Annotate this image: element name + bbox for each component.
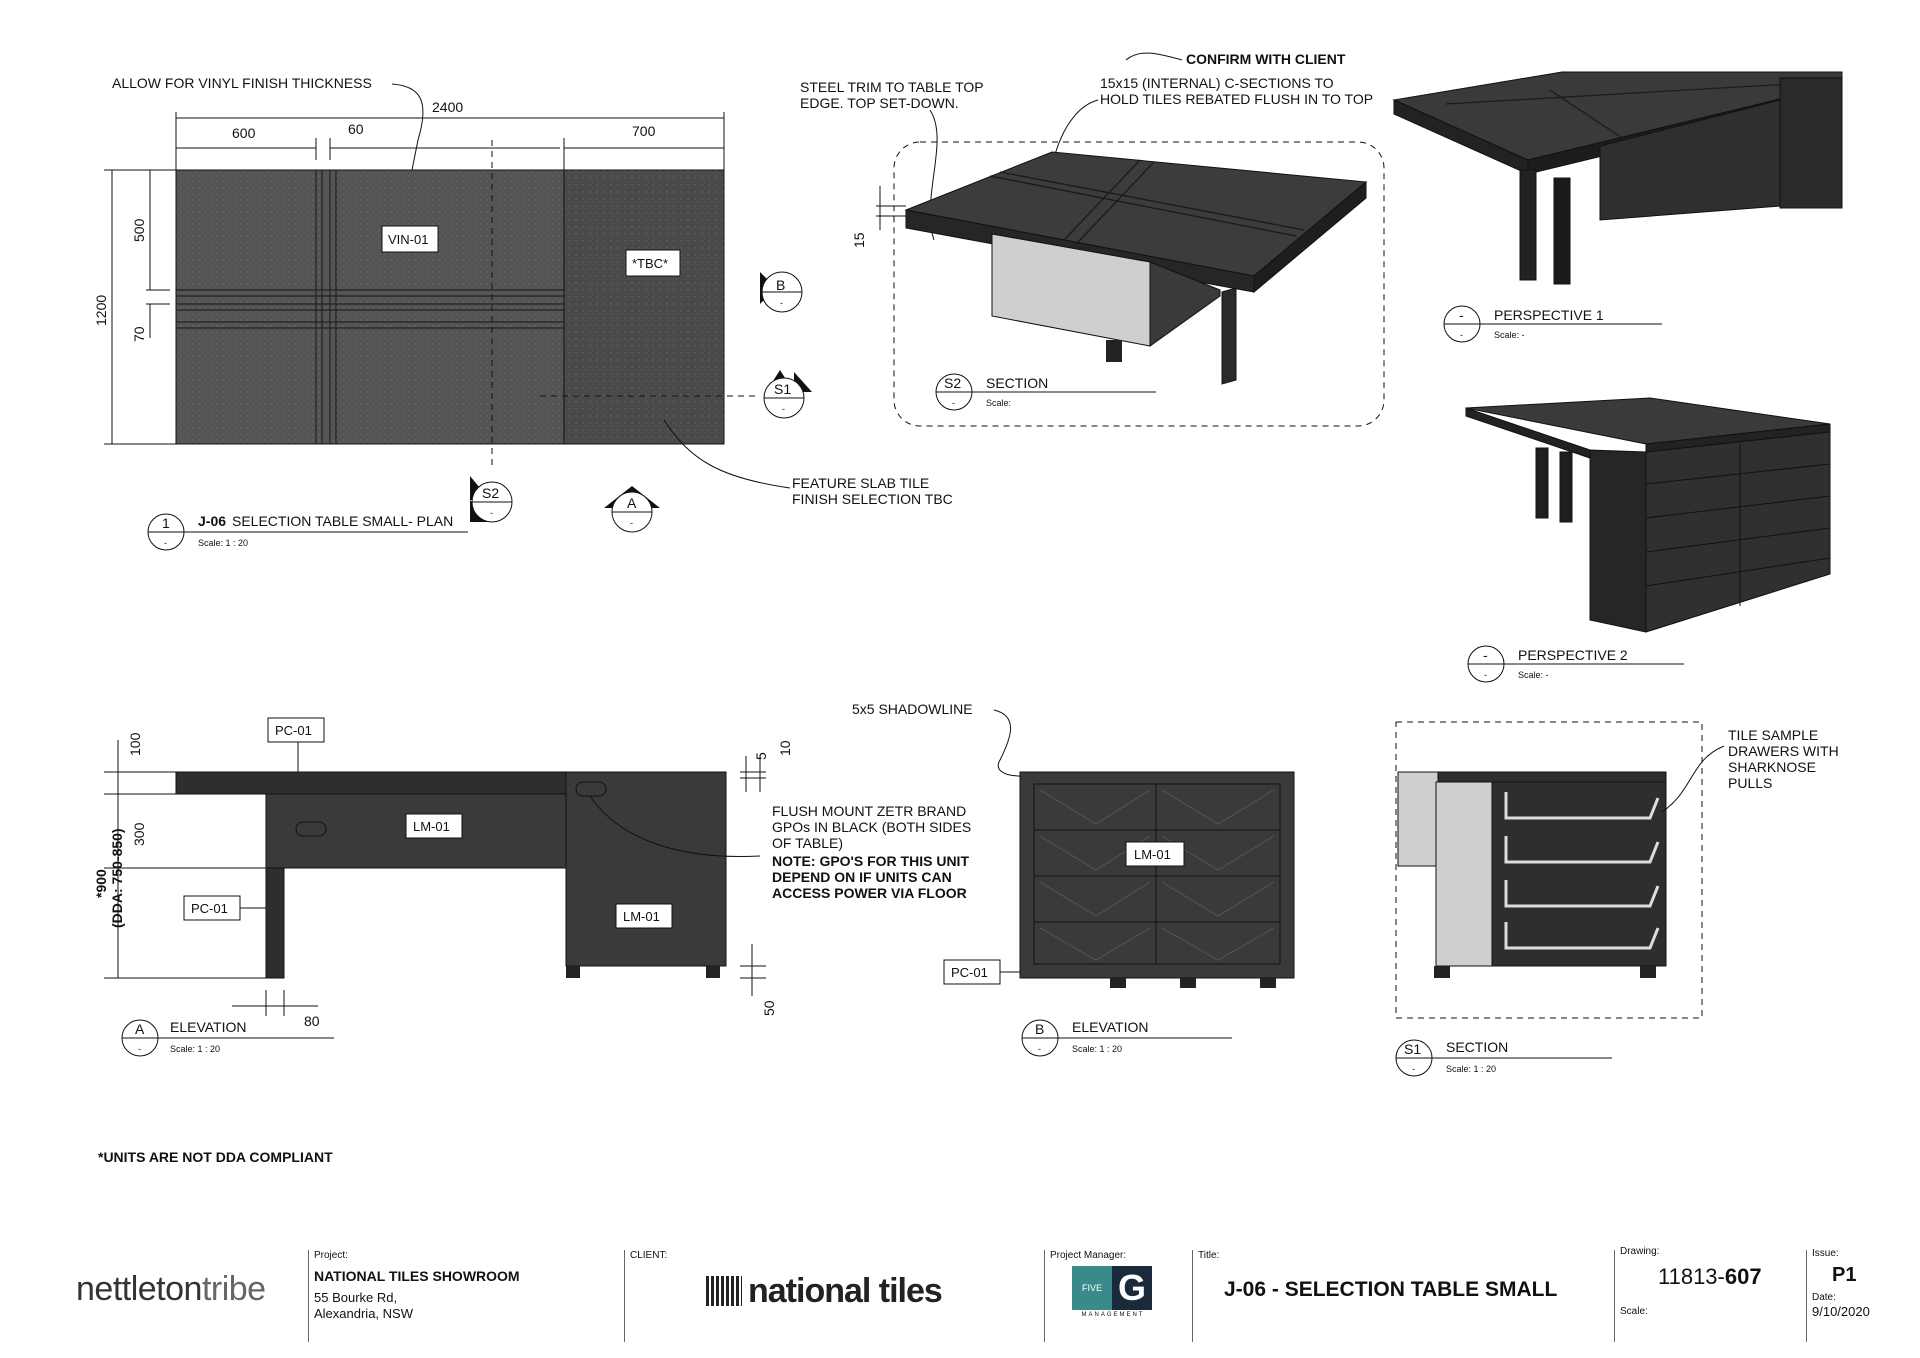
section-s2 (800, 51, 1384, 426)
svg-text:-: - (780, 298, 783, 308)
shadowline-note: 5x5 SHADOWLINE (852, 701, 973, 717)
drawing-title: J-06 - SELECTION TABLE SMALL (1224, 1278, 1558, 1301)
marker-b (760, 272, 802, 312)
svg-text:-: - (1412, 1064, 1415, 1074)
c-note-2: HOLD TILES REBATED FLUSH IN TO TOP (1100, 91, 1374, 107)
dim-60: 60 (348, 121, 364, 137)
svg-text:A: A (627, 495, 637, 511)
architect-logo: nettletontribe (76, 1270, 266, 1308)
svg-text:S2: S2 (482, 485, 500, 501)
scale-caption: Scale: (1620, 1306, 1648, 1317)
marker-s2 (470, 476, 512, 522)
plan-view (93, 75, 953, 550)
address-line-1: 55 Bourke Rd, (314, 1290, 398, 1305)
perspective-2-label (1468, 646, 1684, 682)
dim-500: 500 (131, 218, 147, 242)
client-caption: CLIENT: (630, 1250, 668, 1261)
perspective-2 (1466, 398, 1830, 682)
svg-text:Scale: -: Scale: - (1494, 330, 1525, 340)
s1-note-4: PULLS (1728, 775, 1773, 791)
svg-text:SECTION: SECTION (1446, 1039, 1509, 1055)
s2-view-label (936, 374, 1156, 410)
dim-2400: 2400 (432, 99, 464, 115)
svg-text:-: - (164, 538, 167, 548)
dim-15: 15 (851, 232, 867, 248)
allow-note: ALLOW FOR VINYL FINISH THICKNESS (112, 75, 372, 91)
pm-caption: Project Manager: (1050, 1250, 1127, 1261)
svg-text:Scale: -: Scale: - (1518, 670, 1549, 680)
issue-value: P1 (1832, 1264, 1857, 1286)
lm-tag-2: LM-01 (623, 909, 660, 924)
svg-text:S1: S1 (774, 381, 792, 397)
date-caption: Date: (1812, 1292, 1836, 1303)
elev-a-cabinet (566, 772, 726, 966)
drawing-caption: Drawing: (1620, 1246, 1660, 1257)
pm-logo: FIVE G MANAGEMENT (1072, 1266, 1154, 1320)
vinyl-top (176, 170, 564, 444)
s1-note-1: TILE SAMPLE (1728, 727, 1819, 743)
marker-a (604, 486, 660, 532)
dim-70: 70 (131, 326, 147, 342)
elev-a-leg (266, 868, 284, 978)
svg-text:-: - (952, 398, 955, 408)
confirm-note: CONFIRM WITH CLIENT (1186, 51, 1346, 67)
section-s1 (1396, 722, 1839, 1076)
s1-note-2: DRAWERS WITH (1728, 743, 1839, 759)
vinyl-tag: VIN-01 (388, 232, 429, 247)
dim-100: 100 (127, 732, 143, 756)
date-value: 9/10/2020 (1812, 1304, 1870, 1319)
elevation-b-label (1022, 1019, 1232, 1056)
elevation-a-label (122, 1019, 334, 1056)
feature-note-2: FINISH SELECTION TBC (792, 491, 953, 507)
svg-text:ELEVATION: ELEVATION (1072, 1019, 1149, 1035)
svg-text:PERSPECTIVE 1: PERSPECTIVE 1 (1494, 307, 1604, 323)
pc-tag-b: PC-01 (951, 965, 988, 980)
svg-text:-: - (1460, 330, 1463, 340)
gpo-note-4: NOTE: GPO'S FOR THIS UNIT (772, 853, 969, 869)
dda-note: *UNITS ARE NOT DDA COMPLIANT (98, 1149, 333, 1165)
confirm-leader (1126, 53, 1182, 60)
svg-text:Scale: 1 : 20: Scale: 1 : 20 (1446, 1064, 1497, 1074)
client-logo-icon (706, 1276, 742, 1306)
pc-tag-left: PC-01 (191, 901, 228, 916)
dim-300: 300 (131, 822, 147, 846)
svg-text:-: - (490, 508, 493, 518)
svg-text:-: - (1484, 670, 1487, 680)
svg-text:Scale: 1 : 20: Scale: 1 : 20 (170, 1044, 221, 1054)
s1-note-3: SHARKNOSE (1728, 759, 1816, 775)
dim-900-dda: (DDA: 750-850) (109, 828, 125, 928)
s2-leg (1222, 288, 1236, 384)
svg-text:-: - (138, 1044, 141, 1054)
dim-80: 80 (304, 1013, 320, 1029)
svg-text:B: B (776, 277, 786, 293)
drawing-number: 11813-607 (1658, 1264, 1762, 1289)
gpo-note-3: OF TABLE) (772, 835, 844, 851)
trim-note-1: STEEL TRIM TO TABLE TOP (800, 79, 984, 95)
svg-text:SELECTION TABLE SMALL- PLAN: SELECTION TABLE SMALL- PLAN (232, 513, 454, 529)
client-logo: national tiles (706, 1272, 942, 1311)
address-line-2: Alexandria, NSW (314, 1306, 413, 1321)
gpo-note-1: FLUSH MOUNT ZETR BRAND (772, 803, 967, 819)
svg-text:SECTION: SECTION (986, 375, 1049, 391)
trim-note-2: EDGE. TOP SET-DOWN. (800, 95, 959, 111)
dim-10: 10 (777, 740, 793, 756)
title-block (0, 1236, 1920, 1358)
svg-text:J-06: J-06 (198, 513, 227, 529)
dim-600: 600 (232, 125, 256, 141)
dim-700: 700 (632, 123, 656, 139)
svg-text:A: A (135, 1021, 145, 1037)
lm-tag-1: LM-01 (413, 819, 450, 834)
tbc-tag: *TBC* (632, 256, 669, 271)
svg-text:S2: S2 (944, 375, 962, 391)
issue-caption: Issue: (1812, 1248, 1839, 1259)
svg-text:PERSPECTIVE 2: PERSPECTIVE 2 (1518, 647, 1628, 663)
dim-900: *900 (93, 869, 109, 898)
marker-s1 (764, 370, 812, 418)
allow-leader (392, 84, 423, 170)
section-s1-label (1396, 1039, 1612, 1076)
elevation-a (93, 718, 971, 1056)
svg-text:S1: S1 (1404, 1041, 1422, 1057)
svg-text:-: - (1038, 1044, 1041, 1054)
lm-tag-b: LM-01 (1134, 847, 1171, 862)
s1-drawer-box (1492, 782, 1666, 966)
svg-text:Scale: 1 : 20: Scale: 1 : 20 (198, 538, 249, 548)
svg-text:-: - (630, 518, 633, 528)
s1-leader (1662, 746, 1724, 812)
svg-text:1: 1 (162, 515, 170, 531)
svg-text:-: - (1483, 647, 1488, 663)
svg-text:B: B (1035, 1021, 1045, 1037)
feature-note-1: FEATURE SLAB TILE (792, 475, 930, 491)
svg-text:-: - (782, 404, 785, 414)
slab-tile-top (564, 170, 724, 444)
svg-text:ELEVATION: ELEVATION (170, 1019, 247, 1035)
svg-text:Scale: 1 : 20: Scale: 1 : 20 (1072, 1044, 1123, 1054)
pc-tag-top: PC-01 (275, 723, 312, 738)
dim-5: 5 (753, 752, 769, 760)
svg-text:Scale:: Scale: (986, 398, 1012, 408)
dim-1200: 1200 (93, 294, 109, 326)
gpo-note-6: ACCESS POWER VIA FLOOR (772, 885, 967, 901)
project-name: NATIONAL TILES SHOWROOM (314, 1268, 520, 1284)
gpo-note-5: DEPEND ON IF UNITS CAN (772, 869, 952, 885)
title-caption: Title: (1198, 1250, 1220, 1261)
perspective-1 (1394, 72, 1842, 342)
project-caption: Project: (314, 1250, 348, 1261)
dim-50: 50 (761, 1000, 777, 1016)
c-note-1: 15x15 (INTERNAL) C-SECTIONS TO (1100, 75, 1334, 91)
gpo-note-2: GPOs IN BLACK (BOTH SIDES (772, 819, 972, 835)
plan-view-label (148, 513, 468, 550)
perspective-1-label (1444, 306, 1662, 342)
svg-text:-: - (1459, 307, 1464, 323)
